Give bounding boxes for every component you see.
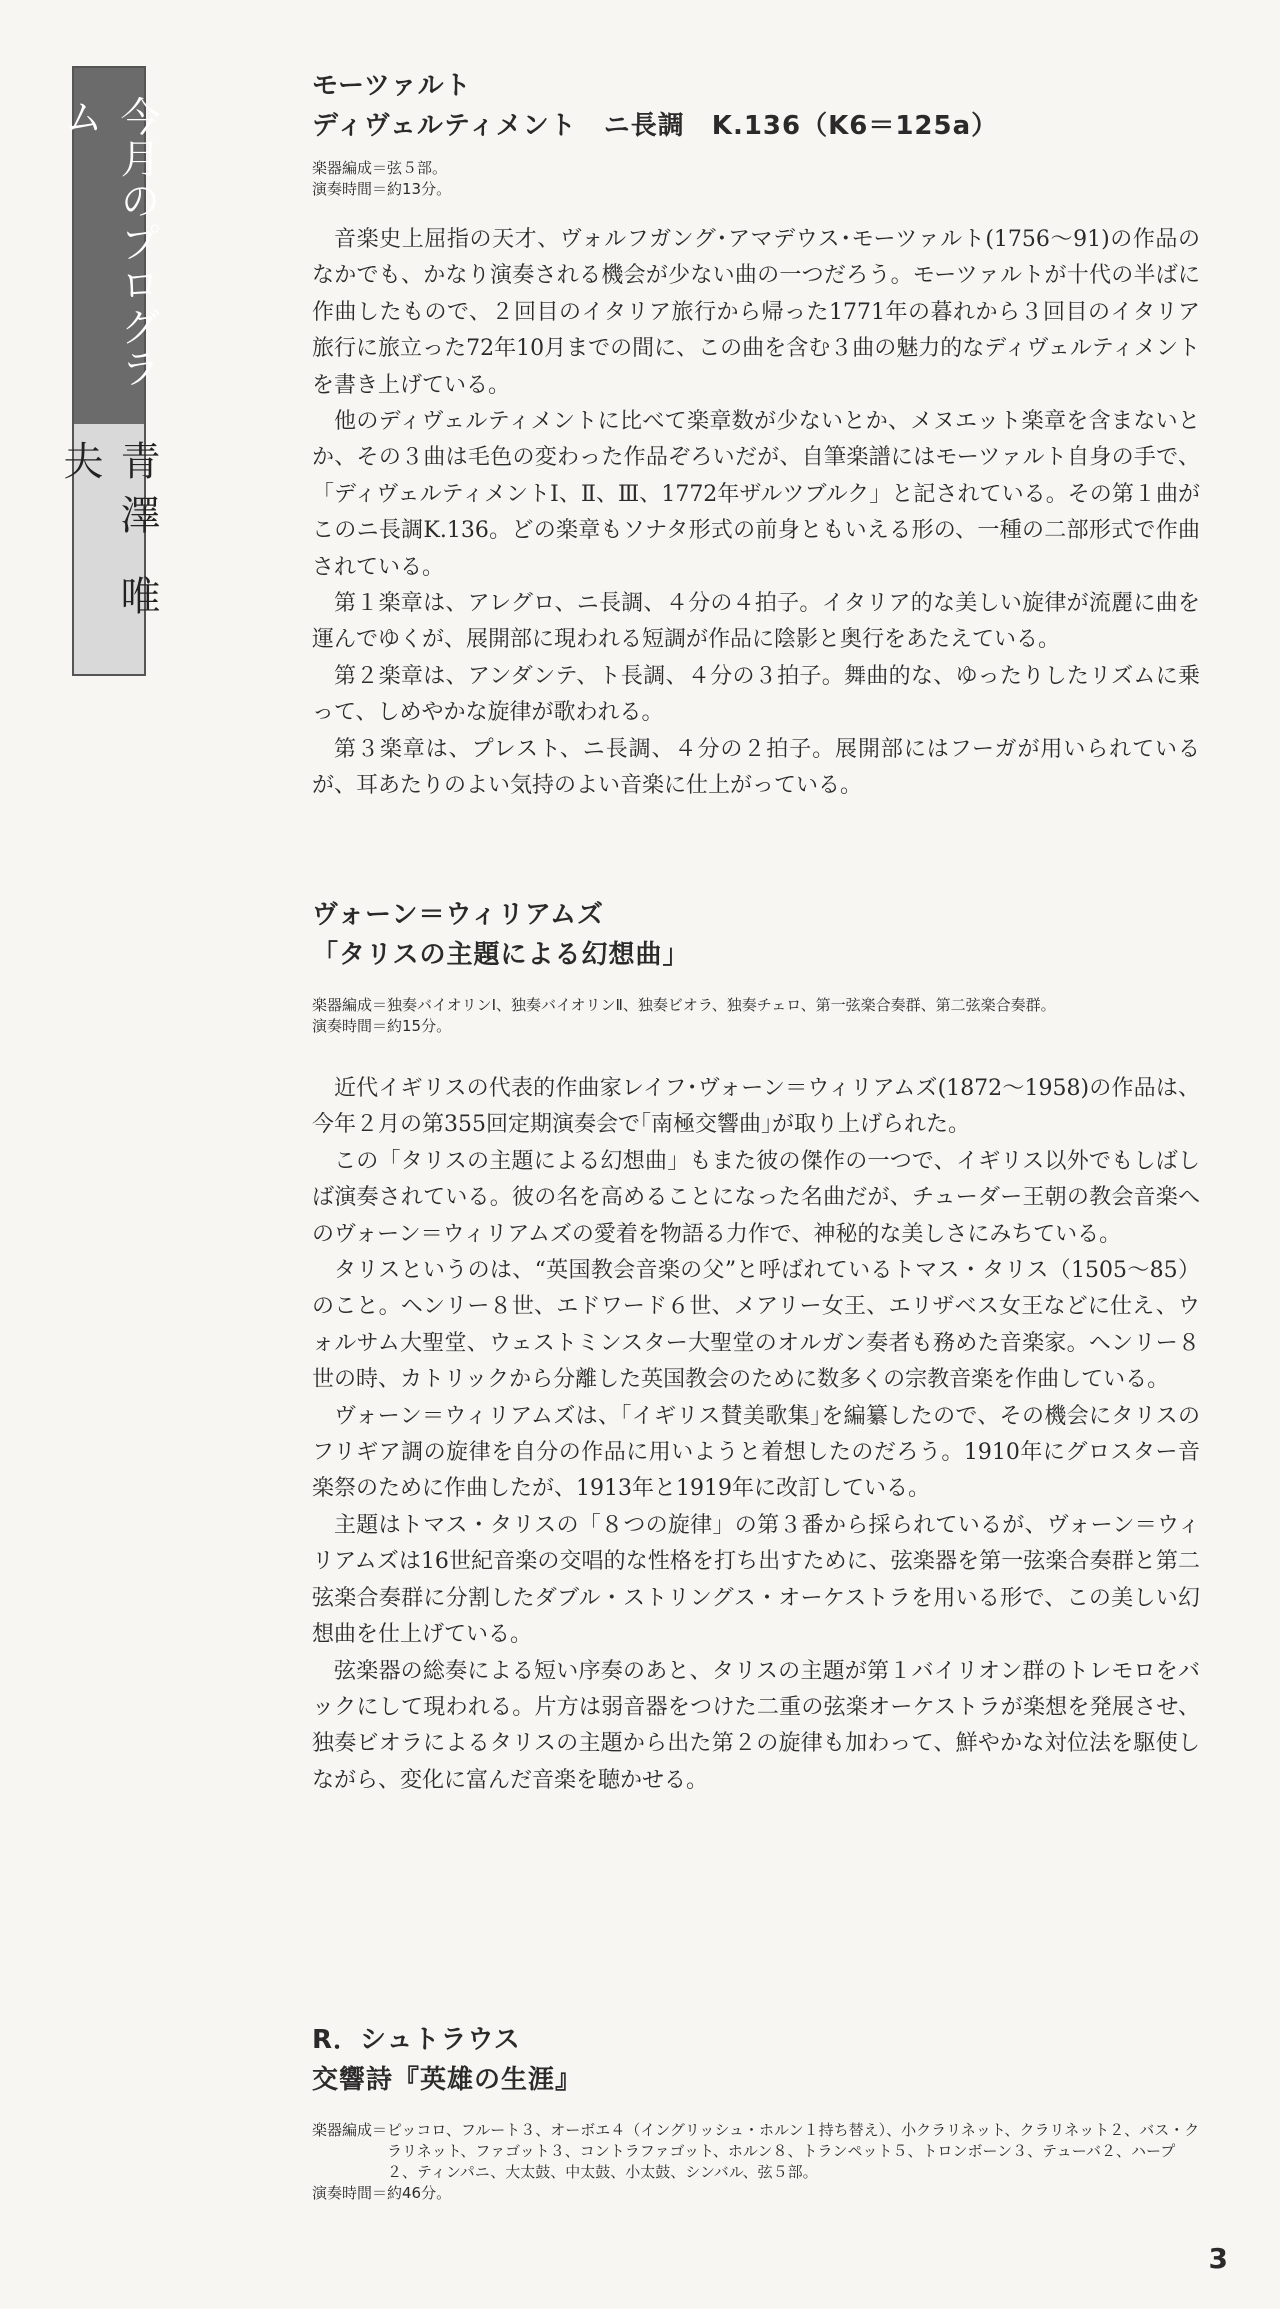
meta-value: 弦５部。 — [387, 159, 448, 177]
paragraph: 音楽史上屈指の天才、ヴォルフガング･アマデウス･モーツァルト(1756～91)の作品のなかでも、かなり演奏される機会が少ない曲の一つだろう。モーツァルトが十代の半ばに作曲したもので、２回目のイタリア旅行から帰った1771年の暮れから３回目のイタリア旅行に旅立った72年10月までの間に、この曲を含む３曲の魅力的なディヴェルティメントを書き上げている。 — [312, 227, 1200, 398]
paragraph: 弦楽器の総奏による短い序奏のあと、タリスの主題が第１バイリオン群のトレモロをバックにして現われる。片方は弱音器をつけた二重の弦楽オーケストラが楽想を発展させ、独奏ビオラによるタリスの主題から出た第２の旋律も加わって、鮮やかな対位法を駆使しながら、変化に富んだ音楽を聴かせる。 — [312, 1658, 1200, 1793]
work-title: ディヴェルティメント ニ長調 K.136（K6＝125a） — [312, 111, 999, 141]
paragraph: 他のディヴェルティメントに比べて楽章数が少ないとか、メヌエット楽章を含まないとか、その３曲は毛色の変わった作品ぞろいだが、自筆楽譜にはモーツァルト自身の手で、「ディヴェルティメントⅠ、Ⅱ、Ⅲ、1772年ザルツブルク」と記されている。その第１曲がこのニ長調K.136。どの楽章もソナタ形式の前身ともいえる形の、一種の二部形式で作曲されている。 — [312, 409, 1200, 580]
piece-meta — [312, 995, 1200, 1037]
meta-key: 演奏時間＝ — [312, 180, 388, 198]
composer-name: R．シュトラウス — [312, 2025, 521, 2055]
meta-key: 楽器編成＝ — [312, 996, 388, 1014]
meta-key: 楽器編成＝ — [312, 159, 388, 177]
duration — [312, 1016, 1200, 1037]
piece-mozart — [312, 66, 1200, 805]
piece-vaughan-williams — [312, 895, 1200, 1799]
meta-value: 約15分。 — [387, 1017, 452, 1035]
meta-key: 演奏時間＝ — [312, 1017, 388, 1035]
program-notes — [312, 222, 1200, 805]
work-title: 交響詩『英雄の生涯』 — [312, 2065, 583, 2095]
author-label — [57, 424, 160, 674]
meta-value: 約46分。 — [387, 2184, 452, 2202]
meta-value: 独奏バイオリンⅠ、独奏バイオリンⅡ、独奏ビオラ、独奏チェロ、第一弦楽合奏群、第二弦楽合奏群。 — [387, 996, 1056, 1014]
meta-key: 楽器編成＝ — [312, 2121, 388, 2139]
paragraph: 主題はトマス・タリスの「８つの旋律」の第３番から採られているが、ヴォーン＝ウィリアムズは16世紀音楽の交唱的な性格を打ち出すために、弦楽器を第一弦楽合奏群と第二弦楽合奏群に分割したダブル・ストリングス・オーケストラを用いる形で、この美しい幻想曲を仕上げている。 — [312, 1512, 1200, 1648]
instrumentation — [312, 158, 1200, 179]
meta-key: 演奏時間＝ — [312, 2184, 388, 2202]
piece-meta — [312, 2120, 1200, 2204]
meta-value: 約13分。 — [387, 180, 452, 198]
instrumentation — [312, 995, 1200, 1016]
paragraph: 第２楽章は、アンダンテ、ト長調、４分の３拍子。舞曲的な、ゆったりしたリズムに乗って、しめやかな旋律が歌われる。 — [312, 663, 1200, 726]
work-title: 「タリスの主題による幻想曲」 — [312, 940, 690, 970]
duration — [312, 2183, 1200, 2204]
paragraph: 第１楽章は、アレグロ、ニ長調、４分の４拍子。イタリア的な美しい旋律が流麗に曲を運んでゆくが、展開部に現われる短調が作品に陰影と奥行をあたえている。 — [312, 591, 1200, 653]
piece-meta — [312, 158, 1200, 200]
paragraph: タリスというのは、“英国教会音楽の父”と呼ばれているトマス・タリス（1505～85）のこと。ヘンリー８世、エドワード６世、メアリー女王、エリザベス女王などに仕え、ウォルサム大聖堂、ウェストミンスター大聖堂のオルガン奏者も務めた音楽家。ヘンリー８世の時、カトリックから分離した英国教会のために数多くの宗教音楽を作曲している。 — [312, 1258, 1200, 1393]
section-label — [57, 68, 160, 424]
program-notes — [312, 1071, 1200, 1799]
duration — [312, 179, 1200, 200]
sidebar-label — [57, 66, 160, 676]
paragraph: この「タリスの主題による幻想曲」もまた彼の傑作の一つで、イギリス以外でもしばしば演奏されている。彼の名を高めることになった名曲だが、チューダー王朝の教会音楽へのヴォーン＝ウィリアムズの愛着を物語る力作で、神秘的な美しさにみちている。 — [312, 1148, 1200, 1247]
composer-name: モーツァルト — [312, 71, 472, 101]
paragraph: 第３楽章は、プレスト、ニ長調、４分の２拍子。展開部にはフーガが用いられているが、耳あたりのよい気持のよい音楽に仕上がっている。 — [312, 736, 1200, 799]
composer-name: ヴォーン＝ウィリアムズ — [312, 900, 605, 930]
paragraph: 近代イギリスの代表的作曲家レイフ･ヴォーン＝ウィリアムズ(1872～1958)の作品は、今年２月の第355回定期演奏会で｢南極交響曲｣が取り上げられた。 — [312, 1076, 1200, 1138]
paragraph: ヴォーン＝ウィリアムズは、｢イギリス賛美歌集｣を編纂したので、その機会にタリスのフリギア調の旋律を自分の作品に用いようと着想したのだろう。1910年にグロスター音楽祭のために作曲したが、1913年と1919年に改訂している。 — [312, 1403, 1200, 1502]
meta-value: ピッコロ、フルート３、オーボエ４（イングリッシュ・ホルン１持ち替え）、小クラリネット、クラリネット２、バス・クラリネット、ファゴット３、コントラファゴット、ホルン８、トランペット５、トロンボーン３、テューバ２、ハープ２、ティンパニ、大太鼓、中太鼓、小太鼓、シンバル、弦５部。 — [387, 2121, 1200, 2181]
piece-strauss — [312, 2020, 1200, 2204]
author-name: 青澤 唯夫 — [57, 440, 160, 629]
instrumentation — [312, 2120, 1200, 2183]
section-title: 今月のプログラム — [57, 96, 160, 390]
page-number: 3 — [1208, 2242, 1228, 2275]
